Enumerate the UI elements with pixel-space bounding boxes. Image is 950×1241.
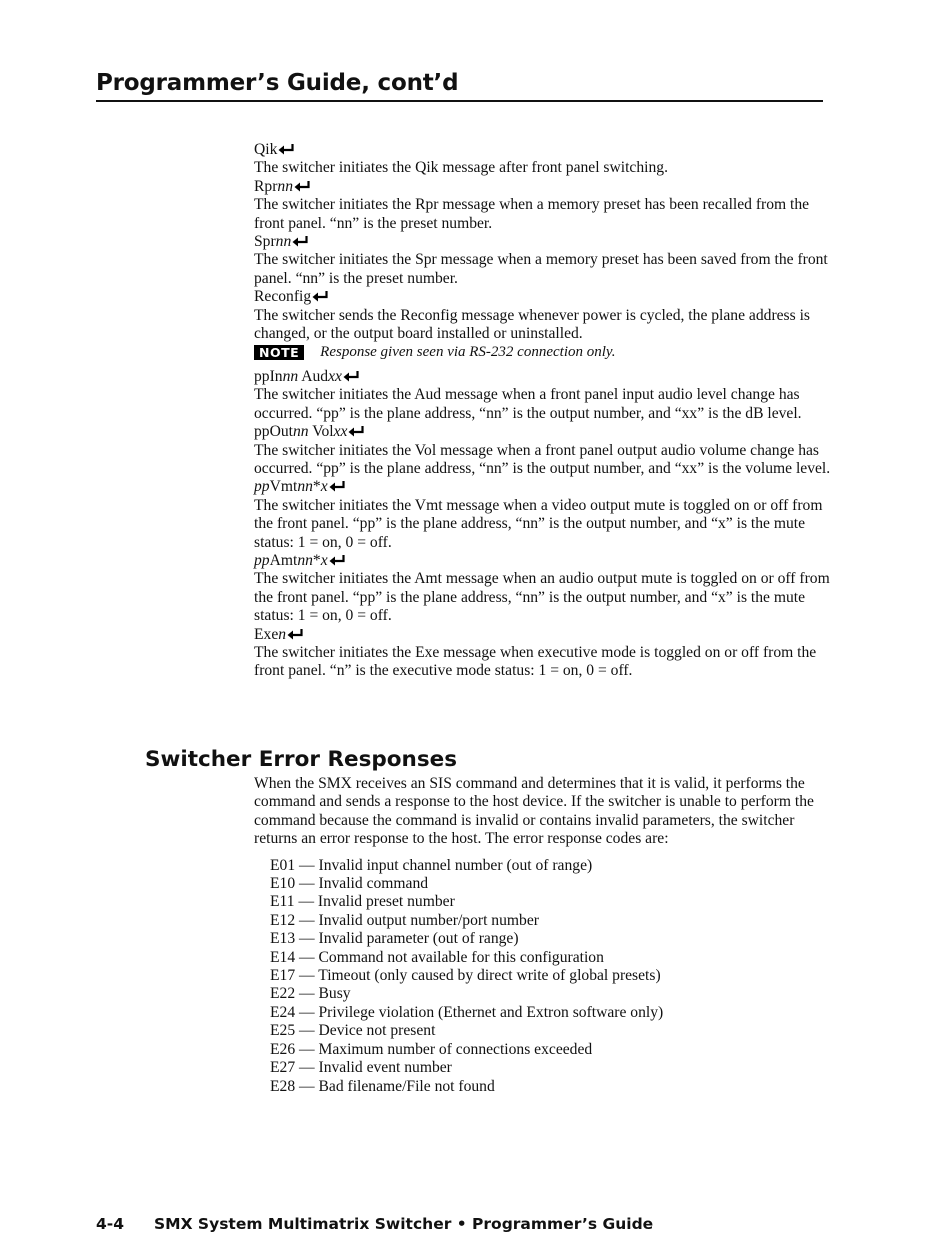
error-code-item: E12 — Invalid output number/port number (270, 911, 539, 929)
enter-return-icon (312, 290, 329, 302)
syntax-variable: nn (292, 423, 309, 441)
command-syntax (254, 233, 834, 251)
command-syntax (254, 552, 834, 570)
error-code-item: E27 — Invalid event number (270, 1059, 452, 1077)
syntax-text: Amt (269, 551, 298, 569)
error-code-item: E13 — Invalid parameter (out of range) (270, 930, 519, 948)
error-code-item: E24 — Privilege violation (Ethernet and Extron software only) (270, 1003, 664, 1021)
error-code-item: E28 — Bad filename/File not found (270, 1077, 495, 1095)
error-code-item: E14 — Command not available for this configuration (270, 948, 604, 966)
command-syntax (254, 368, 834, 386)
command-syntax (254, 141, 834, 159)
syntax-text: Reconfig (254, 288, 312, 306)
command-syntax (254, 178, 834, 196)
section-intro: When the SMX receives an SIS command and determines that it is valid, it performs the command and sends a response to the host device. If the switcher is unable to perform the command because the command is invalid or contains invalid parameters, the switcher returns an error response to the host. The error response codes are: (254, 775, 814, 848)
enter-return-icon (287, 628, 304, 640)
syntax-variable: pp (254, 551, 270, 569)
error-code-list (254, 857, 834, 1096)
syntax-variable: nn (277, 177, 293, 195)
enter-return-icon (348, 425, 365, 437)
header-divider (96, 100, 823, 102)
section-title: Switcher Error Responses (145, 747, 458, 772)
syntax-text: Rpr (254, 177, 278, 195)
syntax-variable: n (278, 625, 287, 643)
syntax-text: Vol (308, 423, 334, 441)
error-code-item: E22 — Busy (270, 985, 351, 1003)
error-section-body (254, 775, 834, 1096)
syntax-text: Aud (298, 367, 329, 385)
syntax-variable: x (320, 478, 328, 496)
footer-title: SMX System Multimatrix Switcher • Programmer’s Guide (154, 1215, 654, 1233)
syntax-text: * (312, 551, 321, 569)
enter-return-icon (294, 180, 311, 192)
command-description: The switcher initiates the Vmt message when a video output mute is toggled on or off from the front panel. “pp” is the plane address, “nn” is the output number, and “x” is the mute status: 1 = on, 0 = off. (254, 496, 823, 551)
enter-return-icon (329, 554, 346, 566)
enter-return-icon (329, 480, 346, 492)
command-description: The switcher initiates the Exe message when executive mode is toggled on or off from the front panel. “n” is the executive mode status: 1 = on, 0 = off. (254, 643, 817, 680)
error-code-item: E26 — Maximum number of connections exceeded (270, 1040, 593, 1058)
syntax-variable: nn (297, 551, 313, 569)
syntax-text: ppIn (254, 367, 283, 385)
enter-return-icon (278, 143, 295, 155)
enter-return-icon (343, 370, 360, 382)
command-description: The switcher initiates the Aud message when a front panel input audio level change has occurred. “pp” is the plane address, “nn” is the output number, and “xx” is the dB level. (254, 386, 802, 422)
syntax-text: Spr (254, 233, 276, 251)
page-header-title: Programmer’s Guide, cont’d (96, 70, 459, 96)
syntax-variable: nn (297, 478, 313, 496)
syntax-text: Vmt (269, 478, 298, 496)
page-footer (96, 1215, 653, 1233)
syntax-text: ppOut (254, 423, 293, 441)
syntax-text: Qik (254, 141, 278, 158)
note-text: Response given seen via RS-232 connection only. (320, 344, 616, 361)
page-number: 4-4 (96, 1215, 125, 1233)
syntax-variable: x (320, 551, 328, 569)
syntax-variable: pp (254, 478, 270, 496)
syntax-variable: xx (328, 367, 342, 385)
command-syntax (254, 626, 834, 644)
command-syntax (254, 423, 834, 441)
error-code-item: E10 — Invalid command (270, 875, 429, 893)
command-description: The switcher sends the Reconfig message whenever power is cycled, the plane address is changed, or the output board installed or uninstalled. (254, 306, 810, 343)
message-list (254, 141, 834, 343)
response-messages (254, 141, 834, 681)
enter-return-icon (292, 235, 309, 247)
command-description: The switcher initiates the Spr message when a memory preset has been saved from the front panel. “nn” is the preset number. (254, 251, 828, 287)
command-syntax (254, 288, 834, 306)
syntax-text: * (312, 478, 321, 496)
error-code-item: E01 — Invalid input channel number (out of range) (270, 856, 593, 874)
command-description: The switcher initiates the Amt message when an audio output mute is toggled on or off from the front panel. “pp” is the plane address, “nn” is the output number, and “x” is the mute status: 1 = on, 0 = off. (254, 570, 830, 625)
syntax-variable: nn (275, 233, 292, 251)
error-code-item: E25 — Device not present (270, 1022, 436, 1040)
command-description: The switcher initiates the Qik message after front panel switching. (254, 159, 668, 177)
note-badge: NOTE (254, 345, 304, 360)
syntax-text: Exe (254, 625, 279, 643)
error-code-item: E17 — Timeout (only caused by direct write of global presets) (270, 967, 661, 985)
command-description: The switcher initiates the Vol message when a front panel output audio volume change has occurred. “pp” is the plane address, “nn” is the output number, and “xx” is the volume level. (254, 441, 831, 477)
message-list (254, 368, 834, 681)
command-description: The switcher initiates the Rpr message when a memory preset has been recalled from the front panel. “nn” is the preset number. (254, 196, 810, 232)
syntax-variable: nn (282, 367, 299, 385)
syntax-variable: xx (333, 423, 348, 441)
note (254, 343, 834, 361)
error-code-item: E11 — Invalid preset number (270, 893, 455, 911)
command-syntax (254, 478, 834, 496)
